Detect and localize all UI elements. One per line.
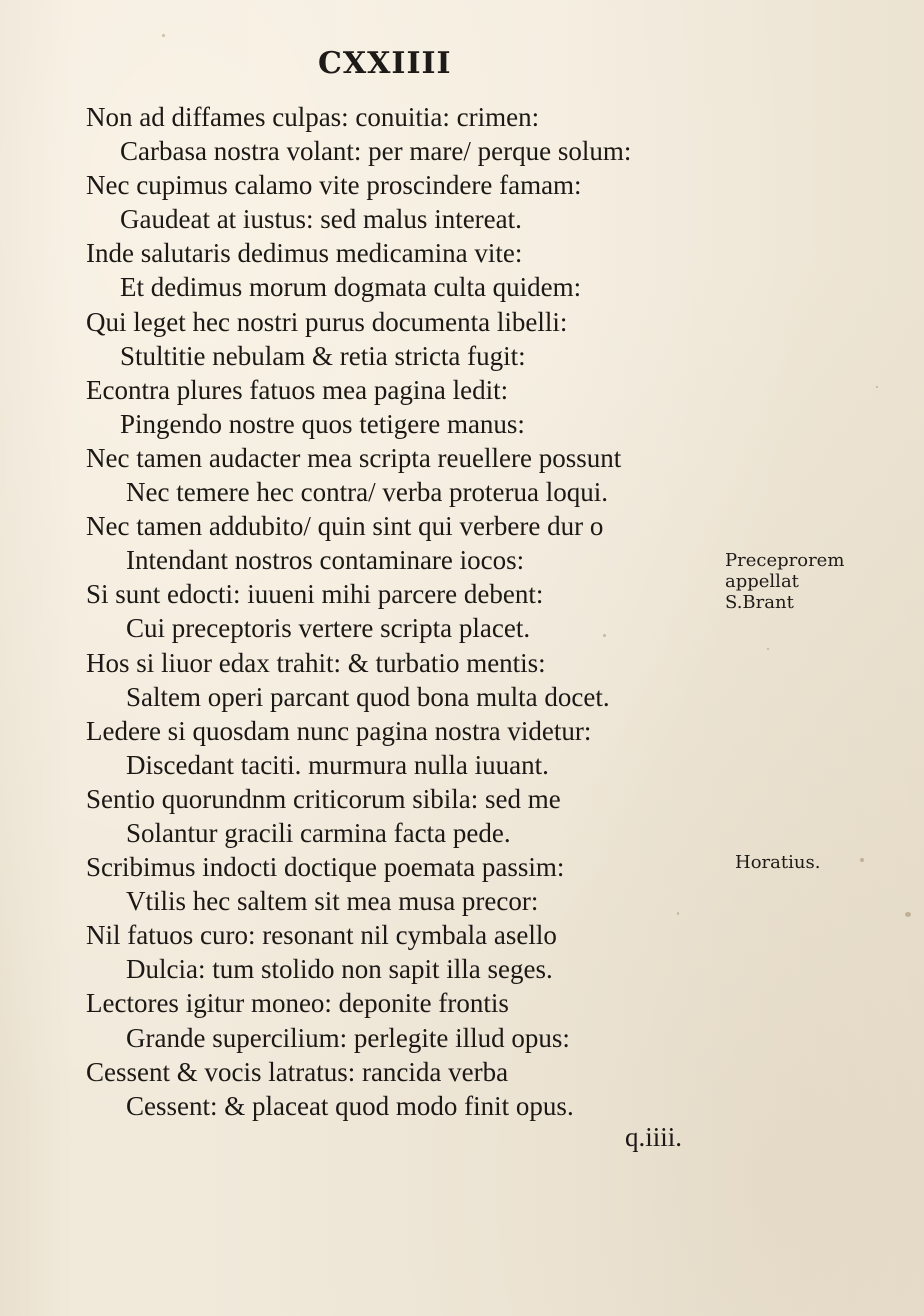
marginal-note-horace: Horatius.	[735, 852, 821, 873]
verse-line: Solantur gracili carmina facta pede.	[126, 817, 511, 848]
marginal-note-line: appellat	[725, 571, 799, 592]
paper-speck	[860, 858, 864, 862]
verse-line: Nec cupimus calamo vite proscindere famam:	[86, 170, 582, 201]
paper-speck	[905, 912, 911, 917]
verse-line: Grande supercilium: perlegite illud opus:	[126, 1022, 570, 1053]
verse-line: Pingendo nostre quos tetigere manus:	[120, 408, 525, 439]
verse-line: Nec temere hec contra/ verba proterua loqui.	[126, 477, 609, 508]
verse-line: Sentio quorundnm criticorum sibila: sed me	[86, 783, 561, 814]
verse-line: Intendant nostros contaminare iocos:	[126, 545, 525, 576]
verse-line: Lectores igitur moneo: deponite frontis	[86, 988, 509, 1019]
verse-line: Carbasa nostra volant: per mare/ perque solum:	[120, 136, 632, 167]
verse-line: Cessent & vocis latratus: rancida verba	[86, 1056, 509, 1087]
marginal-note-brant	[725, 550, 915, 613]
paper-speck	[677, 912, 679, 915]
verse-line: Cui preceptoris vertere scripta placet.	[126, 613, 531, 644]
paper-speck	[876, 386, 878, 388]
marginal-note-line: Preceprorem	[725, 550, 845, 571]
verse-line: Econtra plures fatuos mea pagina ledit:	[86, 374, 509, 405]
verse-line: Inde salutaris dedimus medicamina vite:	[86, 238, 523, 269]
verse-line: Dulcia: tum stolido non sapit illa seges.	[126, 954, 553, 985]
verse-line: Nil fatuos curo: resonant nil cymbala asello	[86, 920, 557, 951]
paper-speck	[767, 648, 769, 650]
verse-block	[86, 100, 631, 1123]
folio-number: CXXIIII	[318, 46, 452, 81]
verse-line: Discedant taciti. murmura nulla iuuant.	[126, 749, 549, 780]
verse-line: Scribimus indocti doctique poemata passim:	[86, 852, 565, 883]
verse-line: Stultitie nebulam & retia stricta fugit:	[120, 340, 526, 371]
verse-line: Nec tamen audacter mea scripta reuellere possunt	[86, 442, 622, 473]
verse-line: Saltem operi parcant quod bona multa docet.	[126, 681, 610, 712]
paper-speck	[162, 34, 165, 37]
verse-line: Hos si liuor edax trahit: & turbatio mentis:	[86, 647, 546, 678]
paper-speck	[603, 634, 606, 637]
verse-line: Qui leget hec nostri purus documenta libelli:	[86, 306, 568, 337]
verse-line: Si sunt edocti: iuueni mihi parcere debent:	[86, 579, 544, 610]
verse-line: Vtilis hec saltem sit mea musa precor:	[126, 886, 539, 917]
signature-mark: q.iiii.	[625, 1122, 683, 1152]
marginal-note-line: S.Brant	[725, 592, 794, 613]
verse-line: Et dedimus morum dogmata culta quidem:	[120, 272, 582, 303]
verse-line: Non ad diffames culpas: conuitia: crimen:	[86, 102, 540, 132]
verse-line: Ledere si quosdam nunc pagina nostra videtur:	[86, 715, 592, 746]
verse-line: Nec tamen addubito/ quin sint qui verbere dur o	[86, 511, 604, 542]
verse-line: Gaudeat at iustus: sed malus intereat.	[120, 204, 522, 235]
verse-line: Cessent: & placeat quod modo finit opus.	[126, 1090, 574, 1121]
